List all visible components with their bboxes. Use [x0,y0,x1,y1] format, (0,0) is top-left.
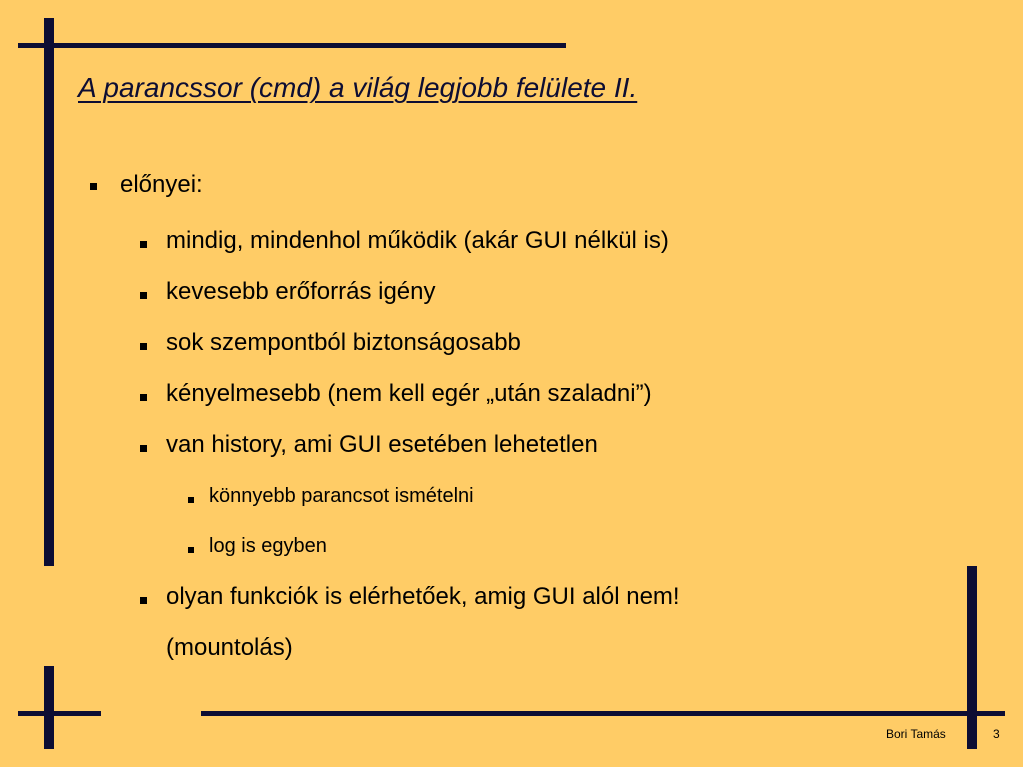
bullet-square-icon [140,445,147,452]
top-horizontal-bar [18,43,566,48]
bullet-square-icon [188,497,194,503]
bottom-main-horizontal-bar [201,711,1005,716]
slide-title: A parancssor (cmd) a világ legjobb felülete II. [78,72,638,103]
bullet-square-icon [90,183,97,190]
footer-author: Bori Tamás [886,727,946,741]
list-item: kényelmesebb (nem kell egér „után szaladni”) [166,380,652,407]
bullet-main: előnyei: [120,171,203,198]
list-item: kevesebb erőforrás igény [166,278,436,305]
list-item: sok szempontból biztonságosabb [166,329,521,356]
footer-page-number: 3 [993,727,1000,741]
top-left-vertical-bar [44,18,54,566]
sub-list-item: log is egyben [209,535,327,557]
bottom-right-vertical-bar [967,566,977,749]
list-item-continuation: (mountolás) [166,634,293,661]
list-item: van history, ami GUI esetében lehetetlen [166,431,598,458]
bullet-square-icon [140,241,147,248]
bottom-left-horizontal-bar [18,711,101,716]
bottom-left-vertical-bar [44,666,54,749]
bullet-square-icon [140,343,147,350]
list-item: mindig, mindenhol működik (akár GUI nélkül is) [166,227,669,254]
list-item: olyan funkciók is elérhetőek, amig GUI alól nem! [166,583,680,610]
bullet-square-icon [140,292,147,299]
bullet-square-icon [140,597,147,604]
bullet-square-icon [188,547,194,553]
sub-list-item: könnyebb parancsot ismételni [209,485,474,507]
bullet-square-icon [140,394,147,401]
